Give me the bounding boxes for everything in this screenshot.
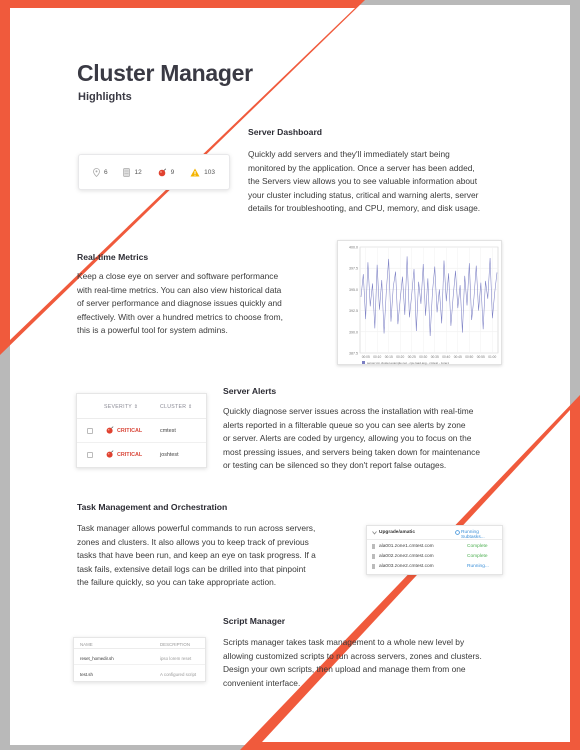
x-tick-label: 00:05 <box>361 355 370 359</box>
text-line: your cluster including status, critical and warning alerts, server <box>248 189 479 200</box>
section-text-server-dashboard <box>248 148 480 216</box>
text-line: with real-time metrics. You can also view historical data <box>77 284 282 295</box>
table-row[interactable] <box>74 666 205 681</box>
stat-critical[interactable] <box>158 168 175 177</box>
text-line: monitored by the application. Once a server has been added, <box>248 162 475 173</box>
text-line: or testing can be silenced so they don't report false outages. <box>223 460 447 470</box>
alerts-table <box>76 393 207 468</box>
column-header-severity[interactable]: SEVERITY ⇕ <box>104 404 139 410</box>
stat-servers[interactable] <box>123 168 141 177</box>
cluster-name: joshtest <box>160 452 179 458</box>
metrics-chart-card[interactable] <box>337 240 502 365</box>
column-header-cluster[interactable]: CLUSTER ⇕ <box>160 404 193 410</box>
text-line: effectively. With over a hundred metrics to choose from, <box>77 311 283 322</box>
legend-swatch <box>362 361 365 364</box>
x-tick-label: 00:30 <box>419 355 428 359</box>
stat-zones[interactable] <box>93 168 108 177</box>
table-row[interactable] <box>77 419 206 443</box>
section-heading-script-manager: Script Manager <box>223 616 286 626</box>
task-host: ala002.zone2.cmtest.com <box>379 554 434 559</box>
warning-icon <box>190 168 200 177</box>
task-row-status: Complete <box>467 554 488 559</box>
text-line: details for troubleshooting, and CPU, memory, and disk usage. <box>248 203 481 213</box>
legend-label: server:cm.cluster.example.net - cpu.load.avg - cmtest - zone1 <box>367 360 449 365</box>
page-title: Cluster Manager <box>77 60 253 86</box>
text-line: the Servers view allows you to see valuable information about <box>248 176 478 186</box>
stat-value: 12 <box>134 168 142 176</box>
x-tick-label: 00:40 <box>442 355 451 359</box>
file-icon <box>372 554 375 559</box>
text-line: or server. Alerts are coded by urgency, allowing you to focus on the <box>223 433 472 443</box>
section-text-script-manager <box>223 636 482 690</box>
script-name: reset_homedir.sh <box>80 656 114 661</box>
section-heading-server-alerts: Server Alerts <box>223 386 277 396</box>
y-tick-label: 400.0 <box>349 245 358 250</box>
script-description: ipso lorem reset <box>160 656 192 661</box>
x-tick-label: 00:55 <box>476 355 485 359</box>
section-text-realtime-metrics <box>77 270 283 338</box>
text-line: zones and clusters. It also allows you to keep track of previous <box>77 536 309 547</box>
text-line: Task manager allows powerful commands to run across servers, <box>77 523 316 533</box>
text-line: of server performance and diagnose issues quickly and <box>77 298 282 308</box>
bomb-icon <box>106 426 114 434</box>
location-pin-icon <box>93 168 100 177</box>
text-line: Quickly diagnose server issues across the installation with real-time <box>223 406 474 416</box>
task-row-status: Complete <box>467 544 488 549</box>
y-tick-label: 392.5 <box>349 309 358 314</box>
severity-label: CRITICAL <box>117 452 143 458</box>
text-line: Design your own scripts, then upload and manage them from one <box>223 664 466 674</box>
text-line: this is a powerful tool for system admins. <box>77 325 228 335</box>
spinner-icon <box>455 530 460 535</box>
severity-label: CRITICAL <box>117 428 143 434</box>
stat-value: 9 <box>170 168 175 176</box>
stat-warnings[interactable] <box>190 168 215 177</box>
x-tick-label: 00:20 <box>396 355 405 359</box>
text-line: convenient interface. <box>223 677 301 688</box>
server-icon <box>123 168 130 177</box>
table-row[interactable] <box>74 650 205 665</box>
task-name: Upgrade/amatic <box>379 530 415 535</box>
text-line: Keep a close eye on server and software performance <box>77 271 279 281</box>
scripts-table <box>73 637 206 682</box>
x-tick-label: 01:00 <box>488 355 497 359</box>
stat-value: 6 <box>103 168 108 176</box>
text-line: allowing customized scripts to run across servers, zones and clusters. <box>223 650 482 661</box>
list-item[interactable] <box>367 552 502 561</box>
text-line: Scripts manager takes task management to a whole new level by <box>223 637 465 647</box>
task-header <box>367 526 502 540</box>
chevron-down-icon[interactable] <box>372 530 377 536</box>
column-header-name[interactable]: NAME <box>80 642 93 647</box>
y-tick-label: 397.5 <box>349 266 358 271</box>
stat-value: 103 <box>204 168 216 176</box>
file-icon <box>372 544 375 549</box>
section-text-task-management <box>77 522 316 590</box>
list-item[interactable] <box>367 542 502 551</box>
task-card[interactable] <box>366 525 503 575</box>
script-description: A configured script <box>160 672 197 677</box>
page-subtitle: Highlights <box>78 91 132 103</box>
text-line: the failure quickly, so you can take appropriate action. <box>77 577 277 587</box>
scripts-table-header <box>74 638 205 649</box>
text-line: tasks that have been run, and keep an eye on task progress. If a <box>77 550 316 560</box>
section-heading-server-dashboard: Server Dashboard <box>248 127 323 137</box>
bomb-icon <box>158 168 167 177</box>
bomb-icon <box>106 450 114 458</box>
cluster-name: cmtest <box>160 428 176 434</box>
file-icon <box>372 564 375 569</box>
task-row-status: Running... <box>467 564 489 569</box>
text-line: most pressing issues, and servers being taken down for maintenance <box>223 446 480 457</box>
plot-area <box>360 247 498 353</box>
y-tick-label: 387.5 <box>349 351 358 356</box>
metrics-chart[interactable] <box>338 241 503 366</box>
x-tick-label: 00:25 <box>407 355 416 359</box>
task-host: ala003.zone2.cmtest.com <box>379 564 434 569</box>
section-text-server-alerts <box>223 405 480 473</box>
x-tick-label: 00:10 <box>373 355 382 359</box>
x-tick-label: 00:15 <box>384 355 393 359</box>
text-line: Quickly add servers and they'll immediately start being <box>248 149 450 159</box>
list-item[interactable] <box>367 562 502 571</box>
row-checkbox[interactable] <box>87 428 93 434</box>
alerts-table-header <box>77 394 206 419</box>
script-name: test.sh <box>80 672 93 677</box>
section-heading-realtime-metrics: Real-time Metrics <box>77 252 149 262</box>
text-line: alerts reported in a filterable queue so you can see alerts by zone <box>223 419 466 430</box>
y-tick-label: 390.0 <box>349 330 358 335</box>
y-tick-label: 395.0 <box>349 287 358 292</box>
column-header-description[interactable]: DESCRIPTION <box>160 642 191 647</box>
task-status: Running Subtasks... <box>461 530 485 540</box>
task-host: ala001.zone1.cmtest.com <box>379 544 434 549</box>
server-stats-card <box>78 154 230 190</box>
table-row[interactable] <box>77 443 206 467</box>
x-tick-label: 00:50 <box>465 355 474 359</box>
row-checkbox[interactable] <box>87 452 93 458</box>
x-tick-label: 00:35 <box>430 355 439 359</box>
section-heading-task-management: Task Management and Orchestration <box>77 502 228 512</box>
text-line: task fails, extensive detail logs can be drilled into that pinpoint <box>77 563 306 574</box>
x-tick-label: 00:45 <box>453 355 462 359</box>
